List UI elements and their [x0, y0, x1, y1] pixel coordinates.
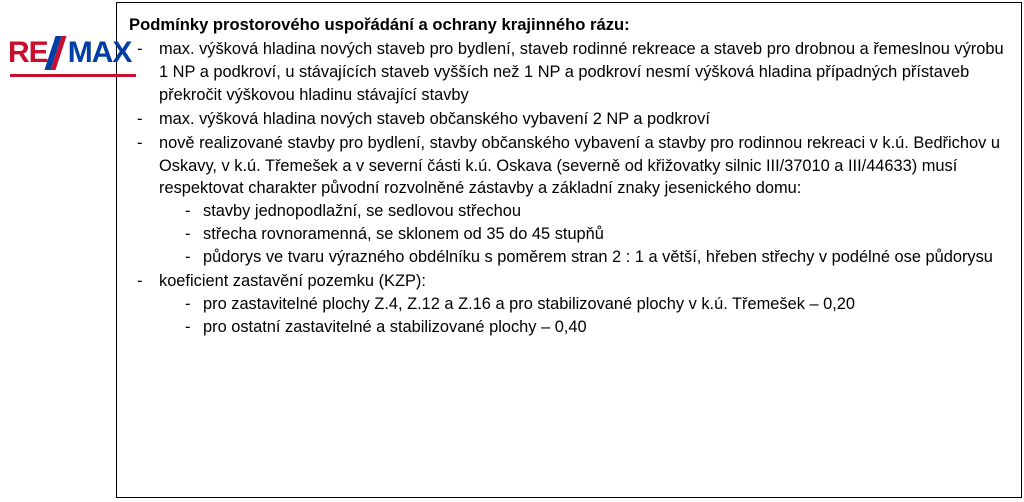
sublist-wrapper — [177, 293, 1011, 339]
bullet-dash: - — [137, 40, 143, 59]
bullet-dash: - — [137, 109, 143, 128]
sublist — [177, 293, 1011, 339]
list-item — [129, 270, 1011, 339]
bullet-dash: - — [185, 294, 191, 313]
list-item-text: max. výšková hladina nových staveb občanského vybavení 2 NP a podkroví — [159, 109, 710, 128]
sublist-item — [177, 316, 1011, 339]
sublist-item-text: půdorys ve tvaru výrazného obdélníku s poměrem stran 2 : 1 a větší, hřeben střechy v podélné ose půdorysu — [203, 248, 993, 267]
bullet-dash: - — [185, 225, 191, 244]
document-title: Podmínky prostorového uspořádání a ochrany krajinného rázu: — [129, 15, 630, 34]
bullet-dash: - — [185, 248, 191, 267]
bullet-dash: - — [185, 317, 191, 336]
list-item-text: koeficient zastavění pozemku (KZP): — [159, 271, 426, 290]
list-item-text: nově realizované stavby pro bydlení, stavby občanského vybavení a stavby pro rodinnou rekreaci v k.ú. Bedřichov u Oskavy, v k.ú. Třemešek a v severní části k.ú. Oskava (severně od křižovatky silnic III/37010 a III/44633) musí respektovat charakter původní rozvolněné zástavby a základní znaky jesenického domu: — [159, 133, 1000, 198]
bullet-dash: - — [185, 202, 191, 221]
sublist-item-text: stavby jednopodlažní, se sedlovou střechou — [203, 202, 522, 221]
list-item — [129, 38, 1011, 107]
sublist-item-text: střecha rovnoramenná, se sklonem od 35 do 45 stupňů — [203, 225, 604, 244]
logo-text-max: MAX — [67, 36, 132, 69]
list-item — [129, 108, 1011, 131]
sublist-item — [177, 293, 1011, 316]
sublist-item — [177, 200, 1011, 223]
document-text-box — [116, 2, 1022, 498]
sublist-item — [177, 246, 1011, 269]
logo-text-re: RE — [8, 36, 48, 69]
bullet-dash: - — [137, 133, 143, 152]
remax-logo — [8, 30, 138, 76]
bullet-dash: - — [137, 271, 143, 290]
conditions-list — [129, 38, 1011, 338]
logo-slash-icon — [49, 36, 67, 70]
sublist-item-text: pro zastavitelné plochy Z.4, Z.12 a Z.16 a pro stabilizované plochy v k.ú. Třemešek – 0,20 — [203, 294, 856, 313]
sublist — [177, 200, 1011, 269]
remax-logo-text — [8, 36, 131, 70]
logo-underline — [10, 74, 136, 77]
list-item-text: max. výšková hladina nových staveb pro bydlení, staveb rodinné rekreace a staveb pro drobnou a řemeslnou výrobu 1 NP a podkroví, u stávajících staveb vyšších než 1 NP a podkroví nesmí výšková hladina případných přístaveb překročit výškovou hladinu stávající stavby — [159, 40, 1004, 104]
sublist-item — [177, 223, 1011, 246]
list-item — [129, 132, 1011, 269]
sublist-wrapper — [177, 200, 1011, 269]
sublist-item-text: pro ostatní zastavitelné a stabilizované plochy – 0,40 — [203, 317, 587, 336]
